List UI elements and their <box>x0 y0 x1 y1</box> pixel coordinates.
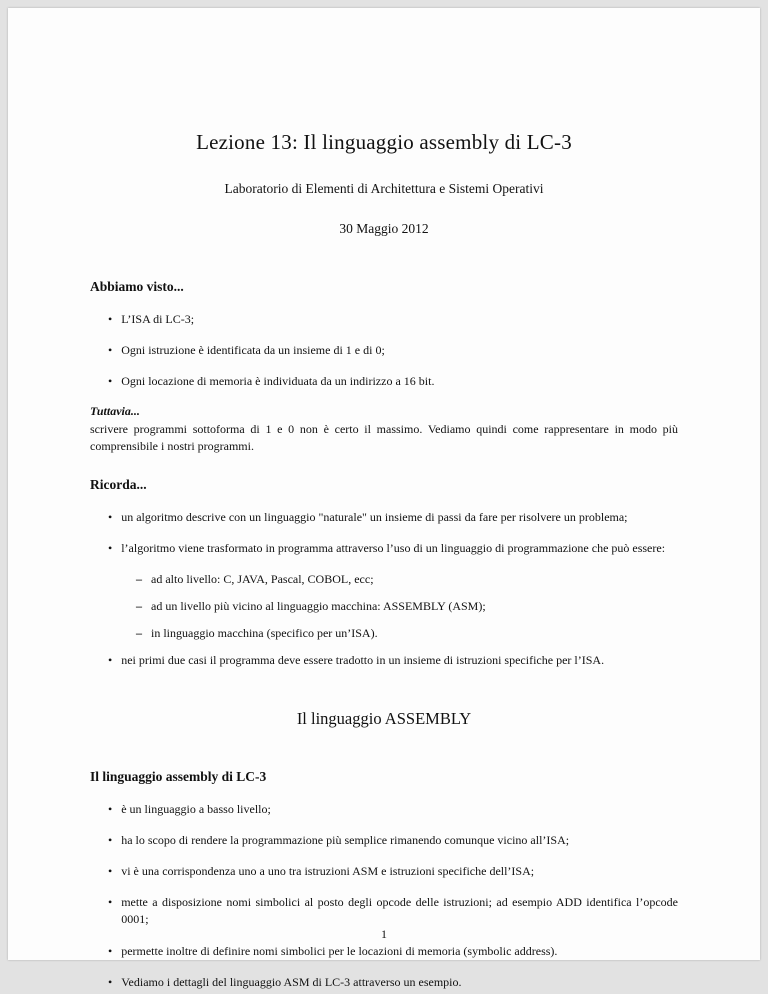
tuttavia-body: scrivere programmi sottoforma di 1 e 0 non è certo il massimo. Vediamo quindi come rappresentare in modo più comprensibile i nostri programmi. <box>90 422 678 454</box>
document-subtitle: Laboratorio di Elementi di Architettura e Sistemi Operativi <box>224 181 544 196</box>
list-item <box>108 943 678 960</box>
assembly-lc3-list <box>90 801 678 990</box>
list-item <box>108 801 678 818</box>
list-item <box>108 342 678 359</box>
bullet-icon: • <box>108 833 113 848</box>
bullet-icon: • <box>108 974 113 989</box>
list-item <box>108 974 678 991</box>
list-item-text: nei primi due casi il programma deve essere tradotto in un insieme di istruzioni specifiche per l’ISA. <box>121 653 605 668</box>
bullet-icon: • <box>108 653 113 668</box>
list-item <box>108 832 678 849</box>
list-item-text: un algoritmo descrive con un linguaggio "naturale" un insieme di passi da fare per risolvere un problema; <box>121 510 628 525</box>
list-item-text: Vediamo i dettagli del linguaggio ASM di LC-3 attraverso un esempio. <box>121 974 462 989</box>
list-item <box>108 311 678 328</box>
list-item-text: L’ISA di LC-3; <box>121 312 195 326</box>
bullet-icon: • <box>108 541 113 556</box>
section-heading-ricorda: Ricorda... <box>90 477 147 493</box>
list-item-text: è un linguaggio a basso livello; <box>121 802 271 817</box>
sub-list-item <box>136 571 678 588</box>
dash-icon: – <box>136 599 142 614</box>
abbiamo-visto-list <box>90 311 678 390</box>
list-item <box>108 863 678 880</box>
list-item-text: vi è una corrispondenza uno a uno tra istruzioni ASM e istruzioni specifiche dell’ISA; <box>121 864 535 879</box>
section-heading-assembly-lc3: Il linguaggio assembly di LC-3 <box>90 769 267 785</box>
list-item-text: Ogni istruzione è identificata da un insieme di 1 e di 0; <box>121 343 385 358</box>
list-item <box>108 540 678 557</box>
bullet-icon: • <box>108 943 113 958</box>
sub-list-item-text: ad un livello più vicino al linguaggio macchina: ASSEMBLY (ASM); <box>151 599 486 614</box>
bullet-icon: • <box>108 343 113 358</box>
sub-list-item-text: ad alto livello: C, JAVA, Pascal, COBOL, ecc; <box>151 572 374 587</box>
document-title: Lezione 13: Il linguaggio assembly di LC-3 <box>196 130 572 154</box>
assembly-center-heading: Il linguaggio ASSEMBLY <box>296 709 472 729</box>
ricorda-sub-list <box>90 571 678 642</box>
bullet-icon: • <box>108 510 113 525</box>
dash-icon: – <box>136 572 142 587</box>
list-item-text: Ogni locazione di memoria è individuata da un indirizzo a 16 bit. <box>121 374 435 389</box>
page-number: 1 <box>381 927 387 941</box>
document-page <box>8 8 760 989</box>
ricorda-list <box>90 509 678 557</box>
list-item <box>108 652 678 669</box>
document-date: 30 Maggio 2012 <box>339 221 429 236</box>
sub-list-item-text: in linguaggio macchina (specifico per un’ISA). <box>151 626 378 641</box>
sub-list-item <box>136 625 678 642</box>
tuttavia-lead: Tuttavia... <box>90 404 140 419</box>
list-item <box>108 373 678 390</box>
bullet-icon: • <box>108 312 113 326</box>
list-item-text: permette inoltre di definire nomi simbolici per le locazioni di memoria (symbolic address). <box>121 943 558 958</box>
list-item-text: ha lo scopo di rendere la programmazione più semplice rimanendo comunque vicino all’ISA; <box>121 833 570 848</box>
section-heading-abbiamo-visto: Abbiamo visto... <box>90 279 184 294</box>
bullet-icon: • <box>108 895 113 910</box>
list-item-text: mette a disposizione nomi simbolici al posto degli opcode delle istruzioni; ad esempio ADD identifica l’opcode 0001; <box>121 895 678 927</box>
bullet-icon: • <box>108 374 113 389</box>
list-item <box>108 509 678 526</box>
list-item <box>108 894 678 928</box>
bullet-icon: • <box>108 864 113 879</box>
ricorda-list-after <box>90 652 678 669</box>
bullet-icon: • <box>108 802 113 817</box>
dash-icon: – <box>136 626 142 641</box>
list-item-text: l’algoritmo viene trasformato in programma attraverso l’uso di un linguaggio di programmazione che può essere: <box>121 541 666 556</box>
sub-list-item <box>136 598 678 615</box>
tuttavia-block <box>90 404 678 455</box>
